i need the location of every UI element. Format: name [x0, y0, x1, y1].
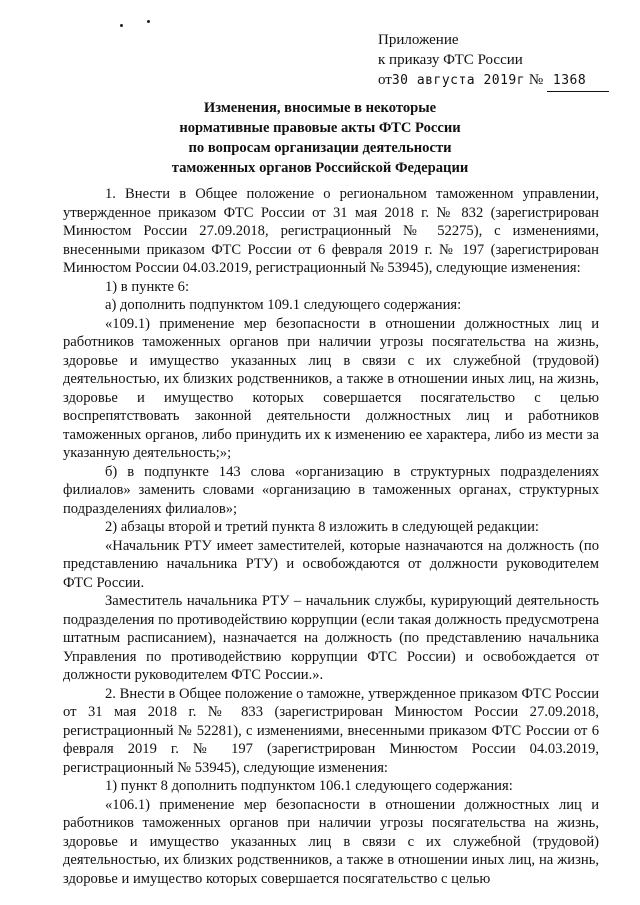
appendix-date-line — [378, 70, 609, 92]
paragraph: а) дополнить подпунктом 109.1 следующего содержания: — [105, 297, 462, 313]
paragraph: 2. Внести в Общее положение о таможне, утвержденное приказом ФТС России от 31 мая 2018 г. № 833 (зарегистрирован Минюстом России 27.09.2018, регистрационный № 52281), с изменениями, внесенными приказом ФТС России от 6 февраля 2019 г. № 197 (зарегистрирован Минюстом России 04.03.2019, регистрационный № 53945), следующие изменения: — [63, 685, 599, 776]
paragraph: «106.1) применение мер безопасности в отношении должностных лиц и работников таможенных органов при наличии угрозы посягательства на жизнь, здоровье и имущество указанных лиц в связи с их служебной (трудовой) деятельностью, их близких родственников, а также в отношении иных лиц, на жизнь, здоровье и имущество которых совершается посягательство с целью — [63, 796, 599, 887]
appendix-date: 30 августа 2019г — [391, 73, 526, 88]
appendix-label: Приложение — [378, 32, 459, 48]
title-line: нормативные правовые акты ФТС России — [179, 120, 461, 136]
appendix-header — [378, 30, 609, 92]
paragraph: 1) в пункте 6: — [105, 278, 190, 295]
appendix-number: 1368 — [547, 71, 609, 92]
title-line: Изменения, вносимые в некоторые — [203, 100, 437, 116]
document-body — [63, 185, 599, 888]
paragraph: «109.1) применение мер безопасности в отношении должностных лиц и работников таможенных органов при наличии угрозы посягательства на жизнь, здоровье и имущество указанных лиц в связи с их служебной (трудовой) деятельностью, их близких родственников, а также в отношении иных лиц, на жизнь, здоровье и имущество которых совершается посягательство с целью воспрепятствовать законной деятельности должностных лиц и работников таможенных органов, либо принудить их к изменению ее характера, либо из мести за указанную деятельность;»; — [63, 315, 599, 461]
paragraph: 1. Внести в Общее положение о региональном таможенном управлении, утвержденное приказом ФТС России от 31 мая 2018 г. № 832 (зарегистрирован Минюстом России 27.09.2018, регистрационный № 52275), с изменениями, внесенными приказом ФТС России от 6 февраля 2019 г. № 197 (зарегистрирован Минюстом России 04.03.2019, регистрационный № 53945), следующие изменения: — [63, 186, 599, 276]
paragraph: б) в подпункте 143 слова «организацию в структурных подразделениях филиалов» заменить словами «организацию в таможенных органах, структурных подразделениях филиалов»; — [63, 463, 599, 517]
paragraph: Заместитель начальника РТУ – начальник службы, курирующий деятельность подразделения по противодействию коррупции (если такая должность предусмотрена штатным расписанием), назначается на должность (по представлению начальника Управления по противодействию коррупции ФТС России) и освобождается от должности руководителем ФТС России.». — [63, 593, 599, 683]
paragraph: 1) пункт 8 дополнить подпунктом 106.1 следующего содержания: — [105, 778, 513, 794]
scan-speck — [120, 24, 123, 27]
appendix-order-ref: к приказу ФТС России — [378, 52, 523, 68]
appendix-date-prefix: от — [378, 72, 392, 88]
paragraph: «Начальник РТУ имеет заместителей, которые назначаются на должность (по представлению начальника РТУ) и освобождаются от должности руководителем ФТС России. — [63, 537, 599, 591]
document-title — [60, 98, 580, 178]
title-line: таможенных органов Российской Федерации — [171, 160, 469, 176]
appendix-number-label: № — [528, 72, 544, 88]
paragraph: 2) абзацы второй и третий пункта 8 изложить в следующей редакции: — [105, 519, 539, 535]
scan-speck — [147, 20, 150, 23]
title-line: по вопросам организации деятельности — [188, 140, 452, 156]
